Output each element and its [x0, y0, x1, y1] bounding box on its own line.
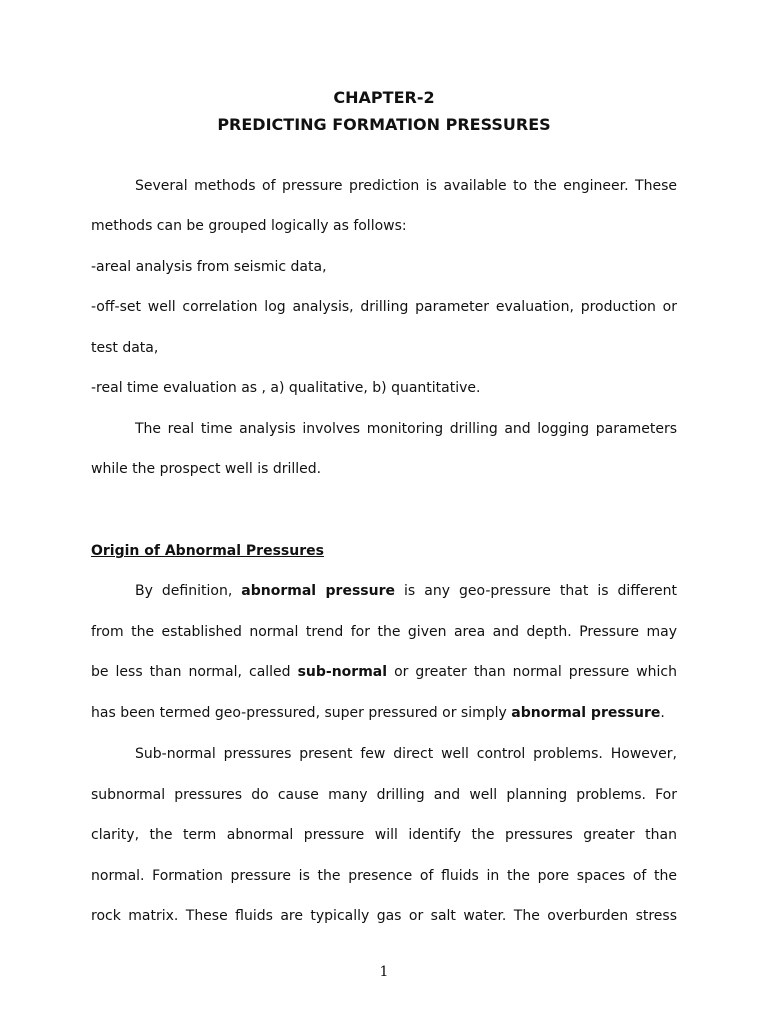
para1-line-4 [91, 703, 677, 723]
para2-line-5: rock matrix. These fluids are typically gas or salt water. The overburden stress [91, 908, 677, 924]
section-heading: Origin of Abnormal Pressures [91, 543, 324, 559]
para1-bold-term: abnormal pressure [241, 583, 395, 599]
intro-line-3: -areal analysis from seismic data, [91, 259, 327, 275]
chapter-number: CHAPTER-2 [333, 88, 435, 107]
intro-line-5: test data, [91, 340, 159, 356]
para1-bold-subnormal: sub-normal [297, 664, 388, 680]
chapter-title: PREDICTING FORMATION PRESSURES [217, 115, 551, 134]
para1-line-4-text-b: . [660, 705, 665, 721]
para1-bold-abnormal: abnormal pressure [511, 705, 661, 721]
para1-line-1-text-a: By definition, [135, 583, 242, 599]
para1-line-1-text-b: is any geo-pressure that is different [395, 583, 678, 599]
para2-line-1: Sub-normal pressures present few direct well control problems. However, [135, 746, 677, 762]
intro-line-6: -real time evaluation as , a) qualitative, b) quantitative. [91, 380, 481, 396]
intro-line-1: Several methods of pressure prediction is available to the engineer. These [135, 178, 677, 194]
para2-line-4: normal. Formation pressure is the presence of fluids in the pore spaces of the [91, 868, 677, 884]
intro-line-4: -off-set well correlation log analysis, drilling parameter evaluation, production or [91, 299, 677, 315]
para1-line-1 [135, 581, 677, 601]
intro-line-8: while the prospect well is drilled. [91, 461, 322, 477]
para1-line-4-text-a: has been termed geo-pressured, super pressured or simply [91, 705, 512, 721]
para1-line-3-text-b: or greater than normal pressure which [387, 664, 678, 680]
para1-line-3-text-a: be less than normal, called [91, 664, 298, 680]
para2-line-2: subnormal pressures do cause many drilling and well planning problems. For [91, 787, 677, 803]
intro-line-2: methods can be grouped logically as follows: [91, 218, 407, 234]
para2-line-3: clarity, the term abnormal pressure will identify the pressures greater than [91, 827, 677, 843]
intro-line-7: The real time analysis involves monitoring drilling and logging parameters [135, 421, 677, 437]
para1-line-3 [91, 662, 677, 682]
page-number: 1 [379, 964, 389, 980]
para1-line-2: from the established normal trend for the given area and depth. Pressure may [91, 624, 677, 640]
